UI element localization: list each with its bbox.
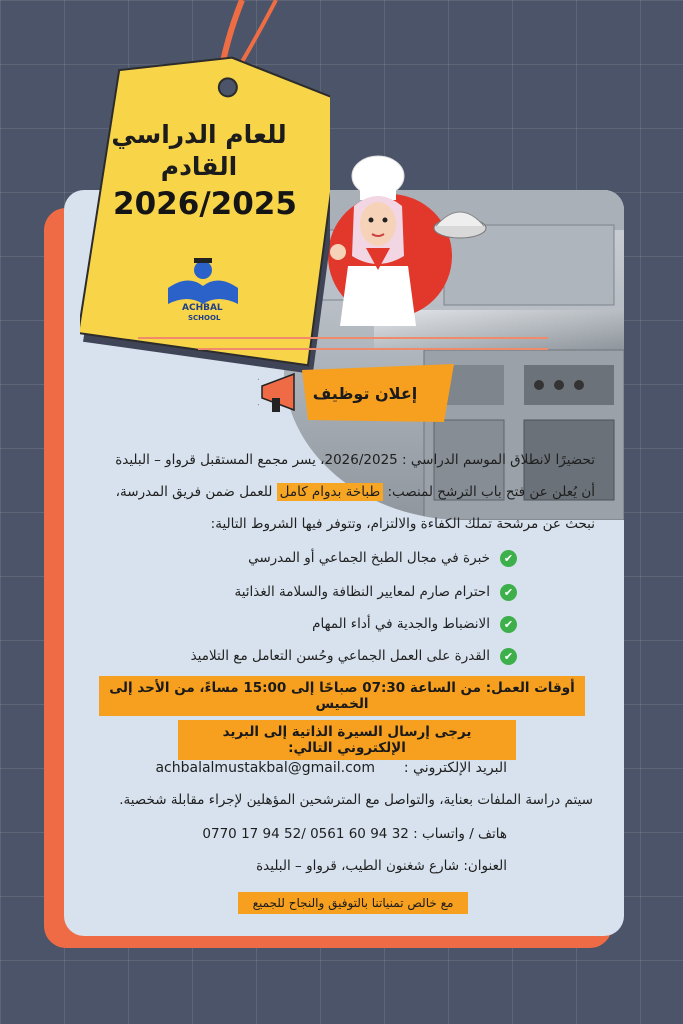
intro-line1: تحضيرًا لانطلاق الموسم الدراسي : 2026/2025، يسر مجمع المستقبل قرواو – البليدة — [115, 452, 595, 468]
check-icon: ✔ — [500, 616, 517, 633]
tag-title-line2: القادم — [160, 152, 238, 181]
logo-text-bottom: SCHOOL — [188, 314, 221, 322]
logo-text-top: ACHBAL — [182, 303, 223, 313]
email-label: البريد الإلكتروني : — [403, 760, 507, 776]
condition-item: ✔ الانضباط والجدية في أداء المهام — [312, 612, 517, 636]
intro-line3: نبحث عن مرشحة تملك الكفاءة والالتزام، وتتوفر فيها الشروط التالية: — [210, 516, 595, 532]
intro-line2 — [75, 484, 595, 500]
condition-item: ✔ خبرة في مجال الطبخ الجماعي أو المدرسي — [248, 546, 517, 570]
address-line: العنوان: شارع شغنون الطيب، قرواو – البليدة — [256, 858, 507, 874]
condition-item: ✔ القدرة على العمل الجماعي وحُسن التعامل مع التلاميذ — [191, 644, 517, 668]
chef-illustration — [320, 146, 490, 328]
tag-title — [94, 118, 304, 182]
condition-item: ✔ احترام صارم لمعايير النظافة والسلامة الغذائية — [234, 580, 517, 604]
intro-line2-before: أن يُعلن عن فتح باب الترشح لمنصب: — [387, 484, 595, 500]
closing-bar: مع خالص تمنياتنا بالتوفيق والنجاح للجميع — [238, 892, 468, 914]
position-highlight: طباخة بدوام كامل — [277, 483, 384, 501]
tag-title-line1: للعام الدراسي — [111, 120, 287, 149]
cv-request-bar: يرجى إرسال السيرة الذاتية إلى البريد الإلكتروني التالي: — [178, 720, 516, 760]
email-address[interactable]: achbalalmustakbal@gmail.com — [155, 760, 375, 776]
work-hours-bar: أوقات العمل: من الساعة 07:30 صباحًا إلى 15:00 مساءً، من الأحد إلى الخميس — [99, 676, 585, 716]
phone-line: هاتف / واتساب : 32 94 60 0561 /52 94 17 0770 — [202, 826, 507, 842]
check-icon: ✔ — [500, 584, 517, 601]
school-logo — [158, 248, 248, 324]
announcement-title: إعلان توظيف — [312, 384, 418, 403]
check-icon: ✔ — [500, 648, 517, 665]
intro-line2-after: للعمل ضمن فريق المدرسة، — [115, 484, 273, 500]
tag-year: 2026/2025 — [113, 186, 297, 222]
check-icon: ✔ — [500, 550, 517, 567]
review-note: سيتم دراسة الملفات بعناية، والتواصل مع المترشحين المؤهلين لإجراء مقابلة شخصية. — [119, 792, 593, 808]
